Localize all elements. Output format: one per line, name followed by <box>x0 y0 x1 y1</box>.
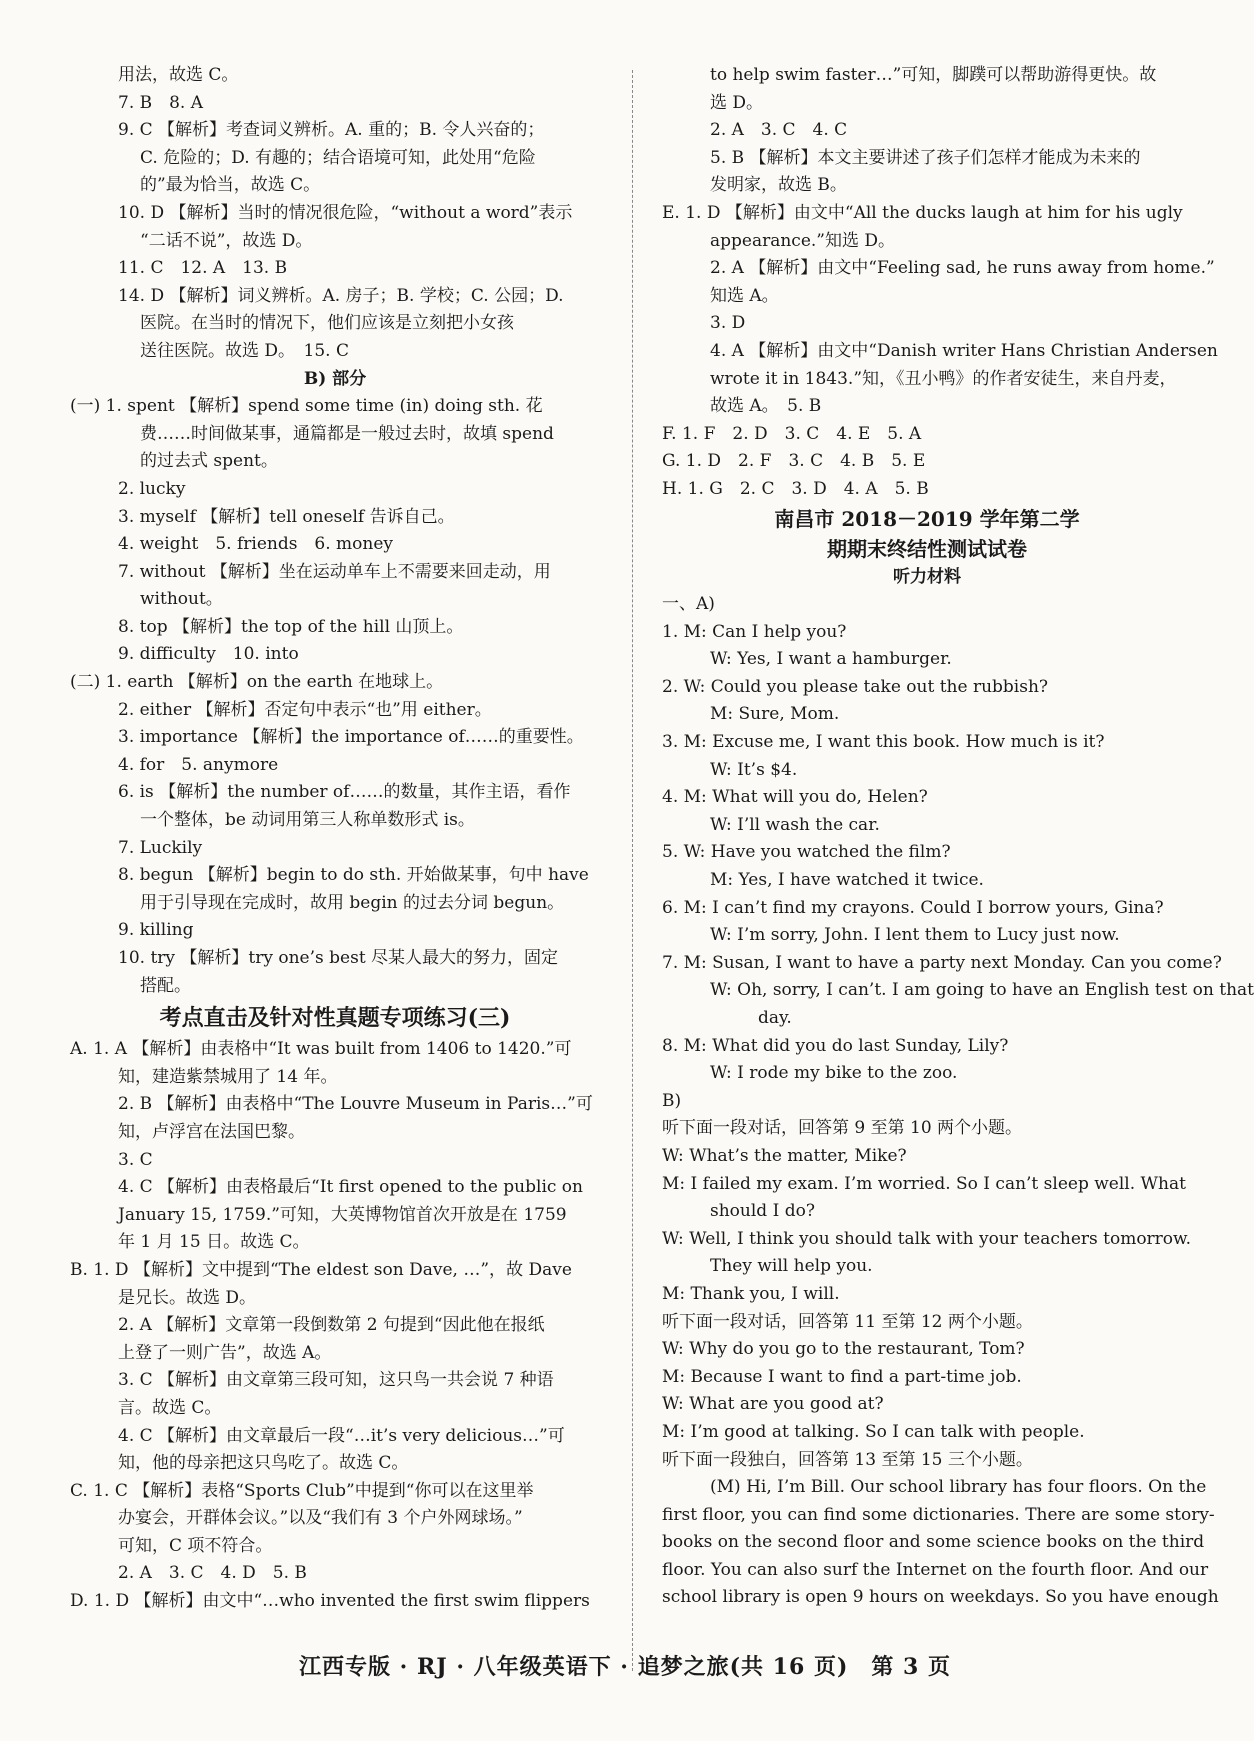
right-line: 听下面一段对话，回答第 9 至第 10 两个小题。 <box>662 1118 1023 1139</box>
right-line: 一、A) <box>662 594 715 615</box>
right-line: 2. W: Could you please take out the rubbish? <box>662 676 1049 697</box>
right-line: 南昌市 2018－2019 学年第二学 <box>774 506 1080 531</box>
right-line: 6. M: I can’t find my crayons. Could I borrow yours, Gina? <box>662 897 1164 918</box>
right-line: appearance.”知选 D。 <box>710 230 896 251</box>
left-line: 6. is 【解析】the number of……的数量，其作主语，看作 <box>118 782 571 803</box>
left-line: 言。故选 C。 <box>118 1397 222 1418</box>
right-line: F. 1. F 2. D 3. C 4. E 5. A <box>662 423 922 444</box>
right-line: M: Because I want to find a part-time job. <box>662 1366 1022 1387</box>
right-line: 发明家，故选 B。 <box>710 175 847 196</box>
right-line: W: I’ll wash the car. <box>710 814 880 835</box>
right-line: W: Yes, I want a hamburger. <box>710 649 952 670</box>
left-line: January 15, 1759.”可知，大英博物馆首次开放是在 1759 <box>118 1204 567 1225</box>
left-line: 4. C 【解析】由表格最后“It first opened to the public on <box>118 1177 583 1198</box>
left-line: 知，他的母亲把这只鸟吃了。故选 C。 <box>118 1453 409 1474</box>
right-line: 7. M: Susan, I want to have a party next Monday. Can you come? <box>662 952 1222 973</box>
right-line: 8. M: What did you do last Sunday, Lily? <box>662 1035 1009 1056</box>
right-line: 2. A 3. C 4. C <box>710 120 848 141</box>
right-line: They will help you. <box>710 1256 873 1277</box>
right-line: 知选 A。 <box>710 285 779 306</box>
left-line: 年 1 月 15 日。故选 C。 <box>118 1232 310 1253</box>
left-line: 送往医院。故选 D。 15. C <box>140 340 349 361</box>
left-line: 的过去式 spent。 <box>140 451 278 472</box>
right-line: 故选 A。 5. B <box>710 396 822 417</box>
left-line: 搭配。 <box>140 975 191 996</box>
left-line: 3. importance 【解析】the importance of……的重要性。 <box>118 727 584 748</box>
left-line: 3. C 【解析】由文章第三段可知，这只鸟一共会说 7 种语 <box>118 1370 554 1391</box>
right-line: 听力材料 <box>893 566 961 587</box>
left-line: 9. killing <box>118 920 194 941</box>
left-line: 一个整体，be 动词用第三人称单数形式 is。 <box>140 810 475 831</box>
right-line: 听下面一段独白，回答第 13 至第 15 三个小题。 <box>662 1449 1033 1470</box>
right-line: W: What’s the matter, Mike? <box>662 1145 907 1166</box>
right-line: G. 1. D 2. F 3. C 4. B 5. E <box>662 451 926 472</box>
left-line: 是兄长。故选 D。 <box>118 1287 257 1308</box>
left-line: 2. B 【解析】由表格中“The Louvre Museum in Paris…”可 <box>118 1094 593 1115</box>
right-line: books on the second floor and some science books on the third <box>662 1532 1205 1553</box>
left-line: 4. C 【解析】由文章最后一段“…it’s very delicious…”可 <box>118 1425 565 1446</box>
left-line: 2. A 【解析】文章第一段倒数第 2 句提到“因此他在报纸 <box>118 1315 545 1336</box>
right-line: first floor, you can find some dictionaries. There are some story- <box>662 1504 1215 1525</box>
right-line: B) <box>662 1090 682 1111</box>
left-line: 8. top 【解析】the top of the hill 山顶上。 <box>118 616 464 637</box>
right-line: 4. A 【解析】由文中“Danish writer Hans Christian Andersen <box>710 340 1218 361</box>
right-line: W: What are you good at? <box>662 1394 884 1415</box>
left-line: 4. weight 5. friends 6. money <box>118 534 394 555</box>
left-line: 医院。在当时的情况下，他们应该是立刻把小女孩 <box>140 313 514 334</box>
right-line: floor. You can also surf the Internet on the fourth floor. And our <box>662 1559 1209 1580</box>
right-line: day. <box>758 1008 792 1028</box>
right-line: W: I’m sorry, John. I lent them to Lucy just now. <box>710 925 1120 946</box>
left-line: 费……时间做某事，通篇都是一般过去时，故填 spend <box>140 423 554 444</box>
left-line: 上登了一则广告”，故选 A。 <box>118 1342 332 1363</box>
right-line: 5. W: Have you watched the film? <box>662 842 951 863</box>
right-line: 2. A 【解析】由文中“Feeling sad, he runs away from home.” <box>710 258 1215 279</box>
right-line: H. 1. G 2. C 3. D 4. A 5. B <box>662 478 929 499</box>
left-line: without。 <box>140 589 223 610</box>
right-line: should I do? <box>710 1201 815 1222</box>
right-line: W: Well, I think you should talk with your teachers tomorrow. <box>662 1228 1191 1249</box>
left-line: 知，建造紫禁城用了 14 年。 <box>118 1066 338 1087</box>
left-line: 考点直击及针对性真题专项练习(三) <box>159 1005 511 1032</box>
left-line: 2. lucky <box>118 478 186 499</box>
right-line: 期期末终结性测试试卷 <box>827 536 1027 561</box>
right-line: E. 1. D 【解析】由文中“All the ducks laugh at him for his ugly <box>662 202 1183 223</box>
left-line: 7. without 【解析】坐在运动单车上不需要来回走动，用 <box>118 561 551 582</box>
left-line: B. 1. D 【解析】文中提到“The eldest son Dave, …”，故 Dave <box>70 1259 572 1280</box>
right-line: M: Yes, I have watched it twice. <box>710 870 984 891</box>
left-line: 3. myself 【解析】tell oneself 告诉自己。 <box>118 506 455 527</box>
left-line: D. 1. D 【解析】由文中“…who invented the first swim flippers <box>70 1591 590 1612</box>
left-line: 2. A 3. C 4. D 5. B <box>118 1563 307 1584</box>
right-line: W: I rode my bike to the zoo. <box>710 1063 958 1084</box>
right-line: W: It’s $4. <box>710 759 798 780</box>
right-line: M: Thank you, I will. <box>662 1283 840 1304</box>
left-line: (一) 1. spent 【解析】spend some time (in) doing sth. 花 <box>70 396 543 417</box>
left-line: 办宴会，开群体会议。”以及“我们有 3 个户外网球场。” <box>118 1508 523 1529</box>
left-line: “二话不说”，故选 D。 <box>140 230 313 251</box>
left-line: 9. C 【解析】考查词义辨析。A. 重的；B. 令人兴奋的； <box>118 120 545 141</box>
left-line: 的”最为恰当，故选 C。 <box>140 175 321 196</box>
right-line: M: I failed my exam. I’m worried. So I can’t sleep well. What <box>662 1173 1186 1194</box>
right-line: 4. M: What will you do, Helen? <box>662 787 928 808</box>
page-footer: 江西专版 · RJ · 八年级英语下 · 追梦之旅(共 16 页) 第 3 页 <box>298 1654 951 1680</box>
right-line: school library is open 9 hours on weekdays. So you have enough <box>662 1587 1219 1608</box>
left-line: A. 1. A 【解析】由表格中“It was built from 1406 to 1420.”可 <box>70 1039 572 1060</box>
left-line: 10. try 【解析】try one’s best 尽某人最大的努力，固定 <box>118 948 559 968</box>
left-line: 知，卢浮宫在法国巴黎。 <box>118 1121 305 1142</box>
left-column <box>70 62 600 1616</box>
left-line: 4. for 5. anymore <box>118 754 279 775</box>
right-line: M: Sure, Mom. <box>710 704 840 725</box>
right-line: 1. M: Can I help you? <box>662 621 847 642</box>
right-line: W: Why do you go to the restaurant, Tom? <box>662 1339 1025 1360</box>
left-line: 用于引导现在完成时，故用 begin 的过去分词 begun。 <box>140 892 565 913</box>
right-line: (M) Hi, I’m Bill. Our school library has four floors. On the <box>710 1477 1207 1498</box>
right-line: 听下面一段对话，回答第 11 至第 12 两个小题。 <box>662 1311 1033 1332</box>
left-line: 11. C 12. A 13. B <box>118 258 288 279</box>
left-line: 用法，故选 C。 <box>118 65 239 85</box>
right-line: to help swim faster…”可知，脚蹼可以帮助游得更快。故 <box>710 65 1157 85</box>
right-column <box>662 62 1254 1612</box>
column-divider <box>632 70 633 1671</box>
left-line: 8. begun 【解析】begin to do sth. 开始做某事，句中 have <box>118 865 589 886</box>
left-line: C. 危险的；D. 有趣的；结合语境可知，此处用“危险 <box>140 147 536 168</box>
right-line: 选 D。 <box>710 92 764 113</box>
left-line: 7. Luckily <box>118 837 203 858</box>
left-line: 10. D 【解析】当时的情况很危险，“without a word”表示 <box>118 202 573 223</box>
left-line: 3. C <box>118 1149 153 1170</box>
left-line: 14. D 【解析】词义辨析。A. 房子；B. 学校；C. 公园；D. <box>118 285 564 306</box>
left-line: B) 部分 <box>303 368 367 389</box>
left-line: 7. B 8. A <box>118 92 204 113</box>
left-line: 9. difficulty 10. into <box>118 644 299 665</box>
left-line: C. 1. C 【解析】表格“Sports Club”中提到“你可以在这里举 <box>70 1480 534 1501</box>
left-line: 可知，C 项不符合。 <box>118 1535 273 1556</box>
right-line: 5. B 【解析】本文主要讲述了孩子们怎样才能成为未来的 <box>710 147 1141 168</box>
right-line: 3. M: Excuse me, I want this book. How much is it? <box>662 732 1105 753</box>
left-line: 2. either 【解析】否定句中表示“也”用 either。 <box>118 699 492 720</box>
right-line: 3. D <box>710 313 746 334</box>
left-line: (二) 1. earth 【解析】on the earth 在地球上。 <box>70 672 444 693</box>
right-line: M: I’m good at talking. So I can talk with people. <box>662 1421 1085 1442</box>
right-line: wrote it in 1843.”知，《丑小鸭》的作者安徒生，来自丹麦， <box>710 368 1177 389</box>
right-line: W: Oh, sorry, I can’t. I am going to have an English test on that <box>710 980 1254 1001</box>
